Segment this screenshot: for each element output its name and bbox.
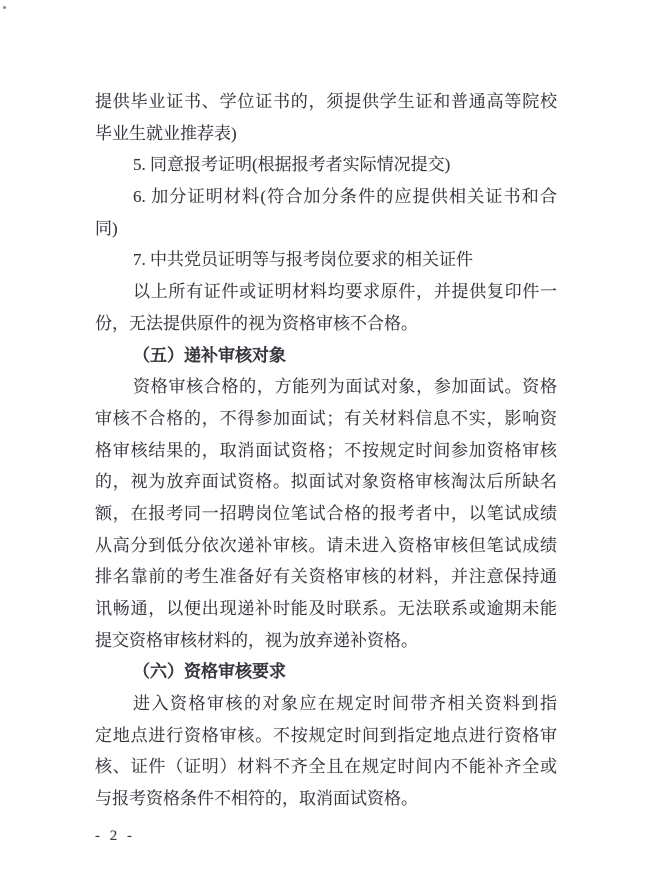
scan-artifact-dot <box>3 6 6 9</box>
section-heading: （五）递补审核对象 <box>133 345 286 365</box>
page-number: - 2 - <box>95 828 135 844</box>
text-line: 排名靠前的考生准备好有关资格审核的材料，并注意保持通 <box>95 567 557 587</box>
list-item-6: 6. 加分证明材料(符合加分条件的应提供相关证书和合 <box>133 187 557 207</box>
text-line: 核、证件（证明）材料不齐全且在规定时间内不能补齐全或 <box>95 757 557 777</box>
text-line: 与报考资格条件不相符的，取消面试资格。 <box>95 789 418 809</box>
text-line: 的，视为放弃面试资格。拟面试对象资格审核淘汰后所缺名 <box>95 472 557 492</box>
text-line: 从高分到低分依次递补审核。请未进入资格审核但笔试成绩 <box>95 535 557 555</box>
list-item-7: 7. 中共党员证明等与报考岗位要求的相关证件 <box>133 250 473 270</box>
document-body <box>95 86 557 815</box>
text-line: 同) <box>95 218 118 238</box>
text-line: 份，无法提供原件的视为资格审核不合格。 <box>95 313 418 333</box>
text-line: 提交资格审核材料的，视为放弃递补资格。 <box>95 630 418 650</box>
section-heading: （六）资格审核要求 <box>133 662 286 682</box>
text-line: 进入资格审核的对象应在规定时间带齐相关资料到指 <box>133 694 557 714</box>
text-line: 讯畅通，以便出现递补时能及时联系。无法联系或逾期未能 <box>95 599 557 618</box>
text-line: 审核不合格的，不得参加面试；有关材料信息不实，影响资 <box>95 408 557 428</box>
list-item-5: 5. 同意报考证明(根据报考者实际情况提交) <box>133 155 451 175</box>
text-line: 提供毕业证书、学位证书的，须提供学生证和普通高等院校 <box>95 92 557 111</box>
text-line: 额，在报考同一招聘岗位笔试合格的报考者中，以笔试成绩 <box>95 503 557 523</box>
text-line: 以上所有证件或证明材料均要求原件，并提供复印件一 <box>133 282 557 302</box>
text-line: 毕业生就业推荐表) <box>95 123 237 143</box>
text-line: 格审核结果的，取消面试资格；不按规定时间参加资格审核 <box>95 440 557 460</box>
text-line: 定地点进行资格审核。不按规定时间到指定地点进行资格审 <box>95 725 557 745</box>
text-line: 资格审核合格的，方能列为面试对象，参加面试。资格 <box>133 377 557 397</box>
